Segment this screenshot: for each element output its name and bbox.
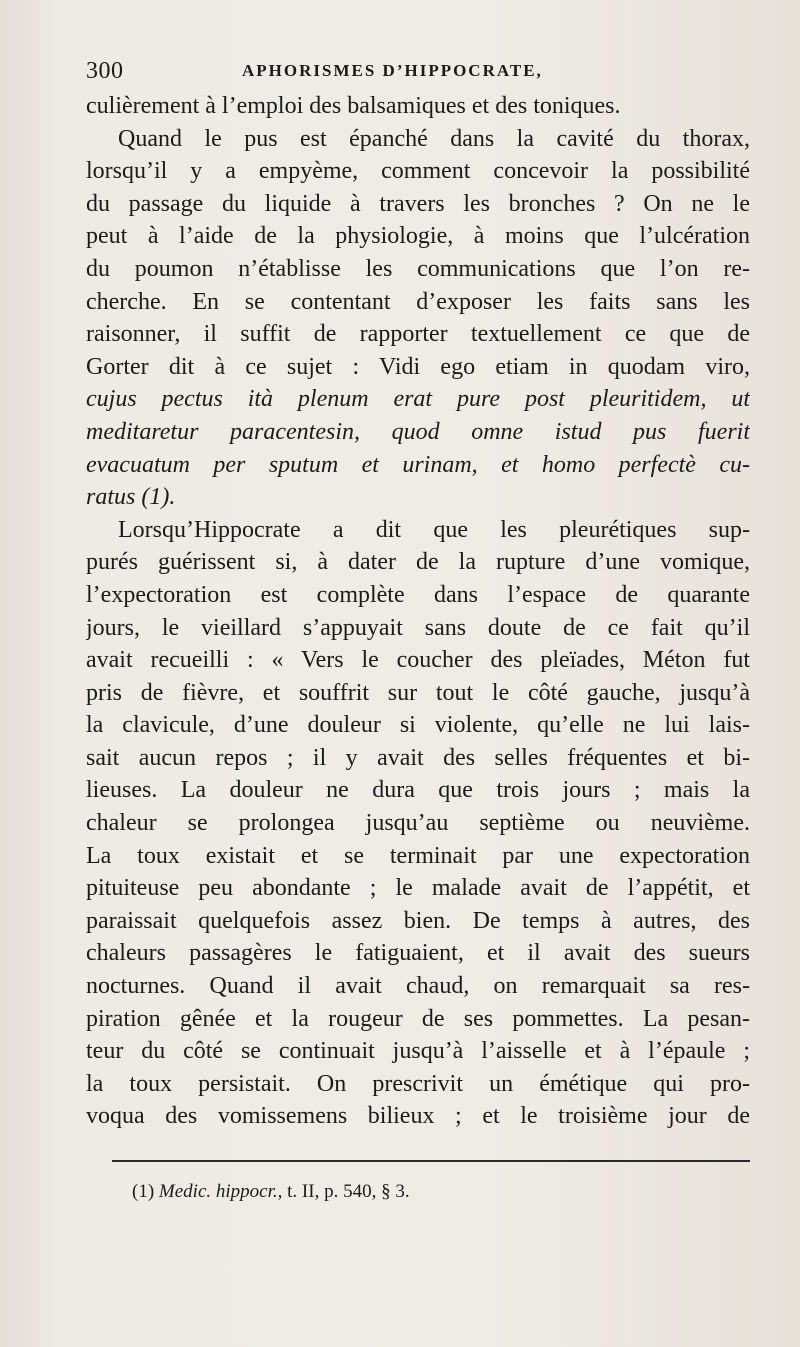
text-line: chaleurs passagères le fatiguaient, et il avait des sueurs bbox=[86, 940, 750, 967]
text-line: pris de fièvre, et souffrit sur tout le côté gauche, jusqu’à bbox=[86, 679, 750, 706]
footnote-rule bbox=[112, 1160, 750, 1162]
text-line: culièrement à l’emploi des balsamiques et des toniques. bbox=[86, 93, 621, 119]
text-line: La toux existait et se terminait par une expectoration bbox=[86, 842, 750, 869]
text-line: du poumon n’établisse les communications que l’on re- bbox=[86, 255, 750, 282]
footnote-marker: (1) bbox=[132, 1181, 155, 1202]
page-number: 300 bbox=[86, 58, 124, 84]
text-line: Gorter dit à ce sujet : Vidi ego etiam in quodam viro, bbox=[86, 353, 750, 380]
text-line: cherche. En se contentant d’exposer les faits sans les bbox=[86, 288, 750, 315]
text-line: ratus (1). bbox=[86, 484, 176, 511]
text-line: sait aucun repos ; il y avait des selles fréquentes et bi- bbox=[86, 744, 750, 771]
text-line: evacuatum per sputum et urinam, et homo perfectè cu- bbox=[86, 451, 750, 478]
text-line: paraissait quelquefois assez bien. De temps à autres, des bbox=[86, 907, 750, 934]
text-line: chaleur se prolongea jusqu’au septième ou neuvième. bbox=[86, 810, 750, 837]
footnote-title: Medic. hippocr. bbox=[158, 1181, 278, 1202]
text-line: meditaretur paracentesin, quod omne istud pus fuerit bbox=[86, 418, 750, 445]
text-line: pituiteuse peu abondante ; le malade avait de l’appétit, et bbox=[86, 875, 750, 902]
text-line: avait recueilli : « Vers le coucher des pleïades, Méton fut bbox=[86, 647, 750, 674]
text-line: teur du côté se continuait jusqu’à l’aisselle et à l’épaule ; bbox=[86, 1038, 750, 1065]
text-line: lieuses. La douleur ne dura que trois jours ; mais la bbox=[86, 777, 750, 804]
text-line: la toux persistait. On prescrivit un émétique qui pro- bbox=[86, 1070, 750, 1097]
text-line: purés guérissent si, à dater de la rupture d’une vomique, bbox=[86, 549, 750, 576]
text-line: piration gênée et la rougeur de ses pommettes. La pesan- bbox=[86, 1005, 750, 1032]
footnote bbox=[132, 1181, 410, 1203]
text-line: la clavicule, d’une douleur si violente, qu’elle ne lui lais- bbox=[86, 712, 750, 739]
text-line: Quand le pus est épanché dans la cavité du thorax, bbox=[118, 125, 750, 152]
text-line: peut à l’aide de la physiologie, à moins que l’ulcération bbox=[86, 223, 750, 250]
text-line: lorsqu’il y a empyème, comment concevoir la possibilité bbox=[86, 158, 750, 185]
text-line: raisonner, il suffit de rapporter textuellement ce que de bbox=[86, 321, 750, 348]
text-line: l’expectoration est complète dans l’espace de quarante bbox=[86, 581, 750, 608]
body-text bbox=[86, 90, 750, 1133]
text-line: nocturnes. Quand il avait chaud, on remarquait sa res- bbox=[86, 973, 750, 1000]
running-title: APHORISMES D’HIPPOCRATE, bbox=[242, 61, 543, 80]
text-line: du passage du liquide à travers les bronches ? On ne le bbox=[86, 190, 750, 217]
footnote-reference: , t. II, p. 540, § 3. bbox=[277, 1181, 410, 1202]
text-line: voqua des vomissemens bilieux ; et le troisième jour de bbox=[86, 1103, 750, 1130]
text-line: cujus pectus ità plenum erat pure post pleuritidem, ut bbox=[86, 386, 750, 413]
text-line: Lorsqu’Hippocrate a dit que les pleurétiques sup- bbox=[118, 516, 750, 543]
text-line: jours, le vieillard s’appuyait sans doute de ce fait qu’il bbox=[86, 614, 750, 641]
page-header bbox=[86, 58, 586, 84]
